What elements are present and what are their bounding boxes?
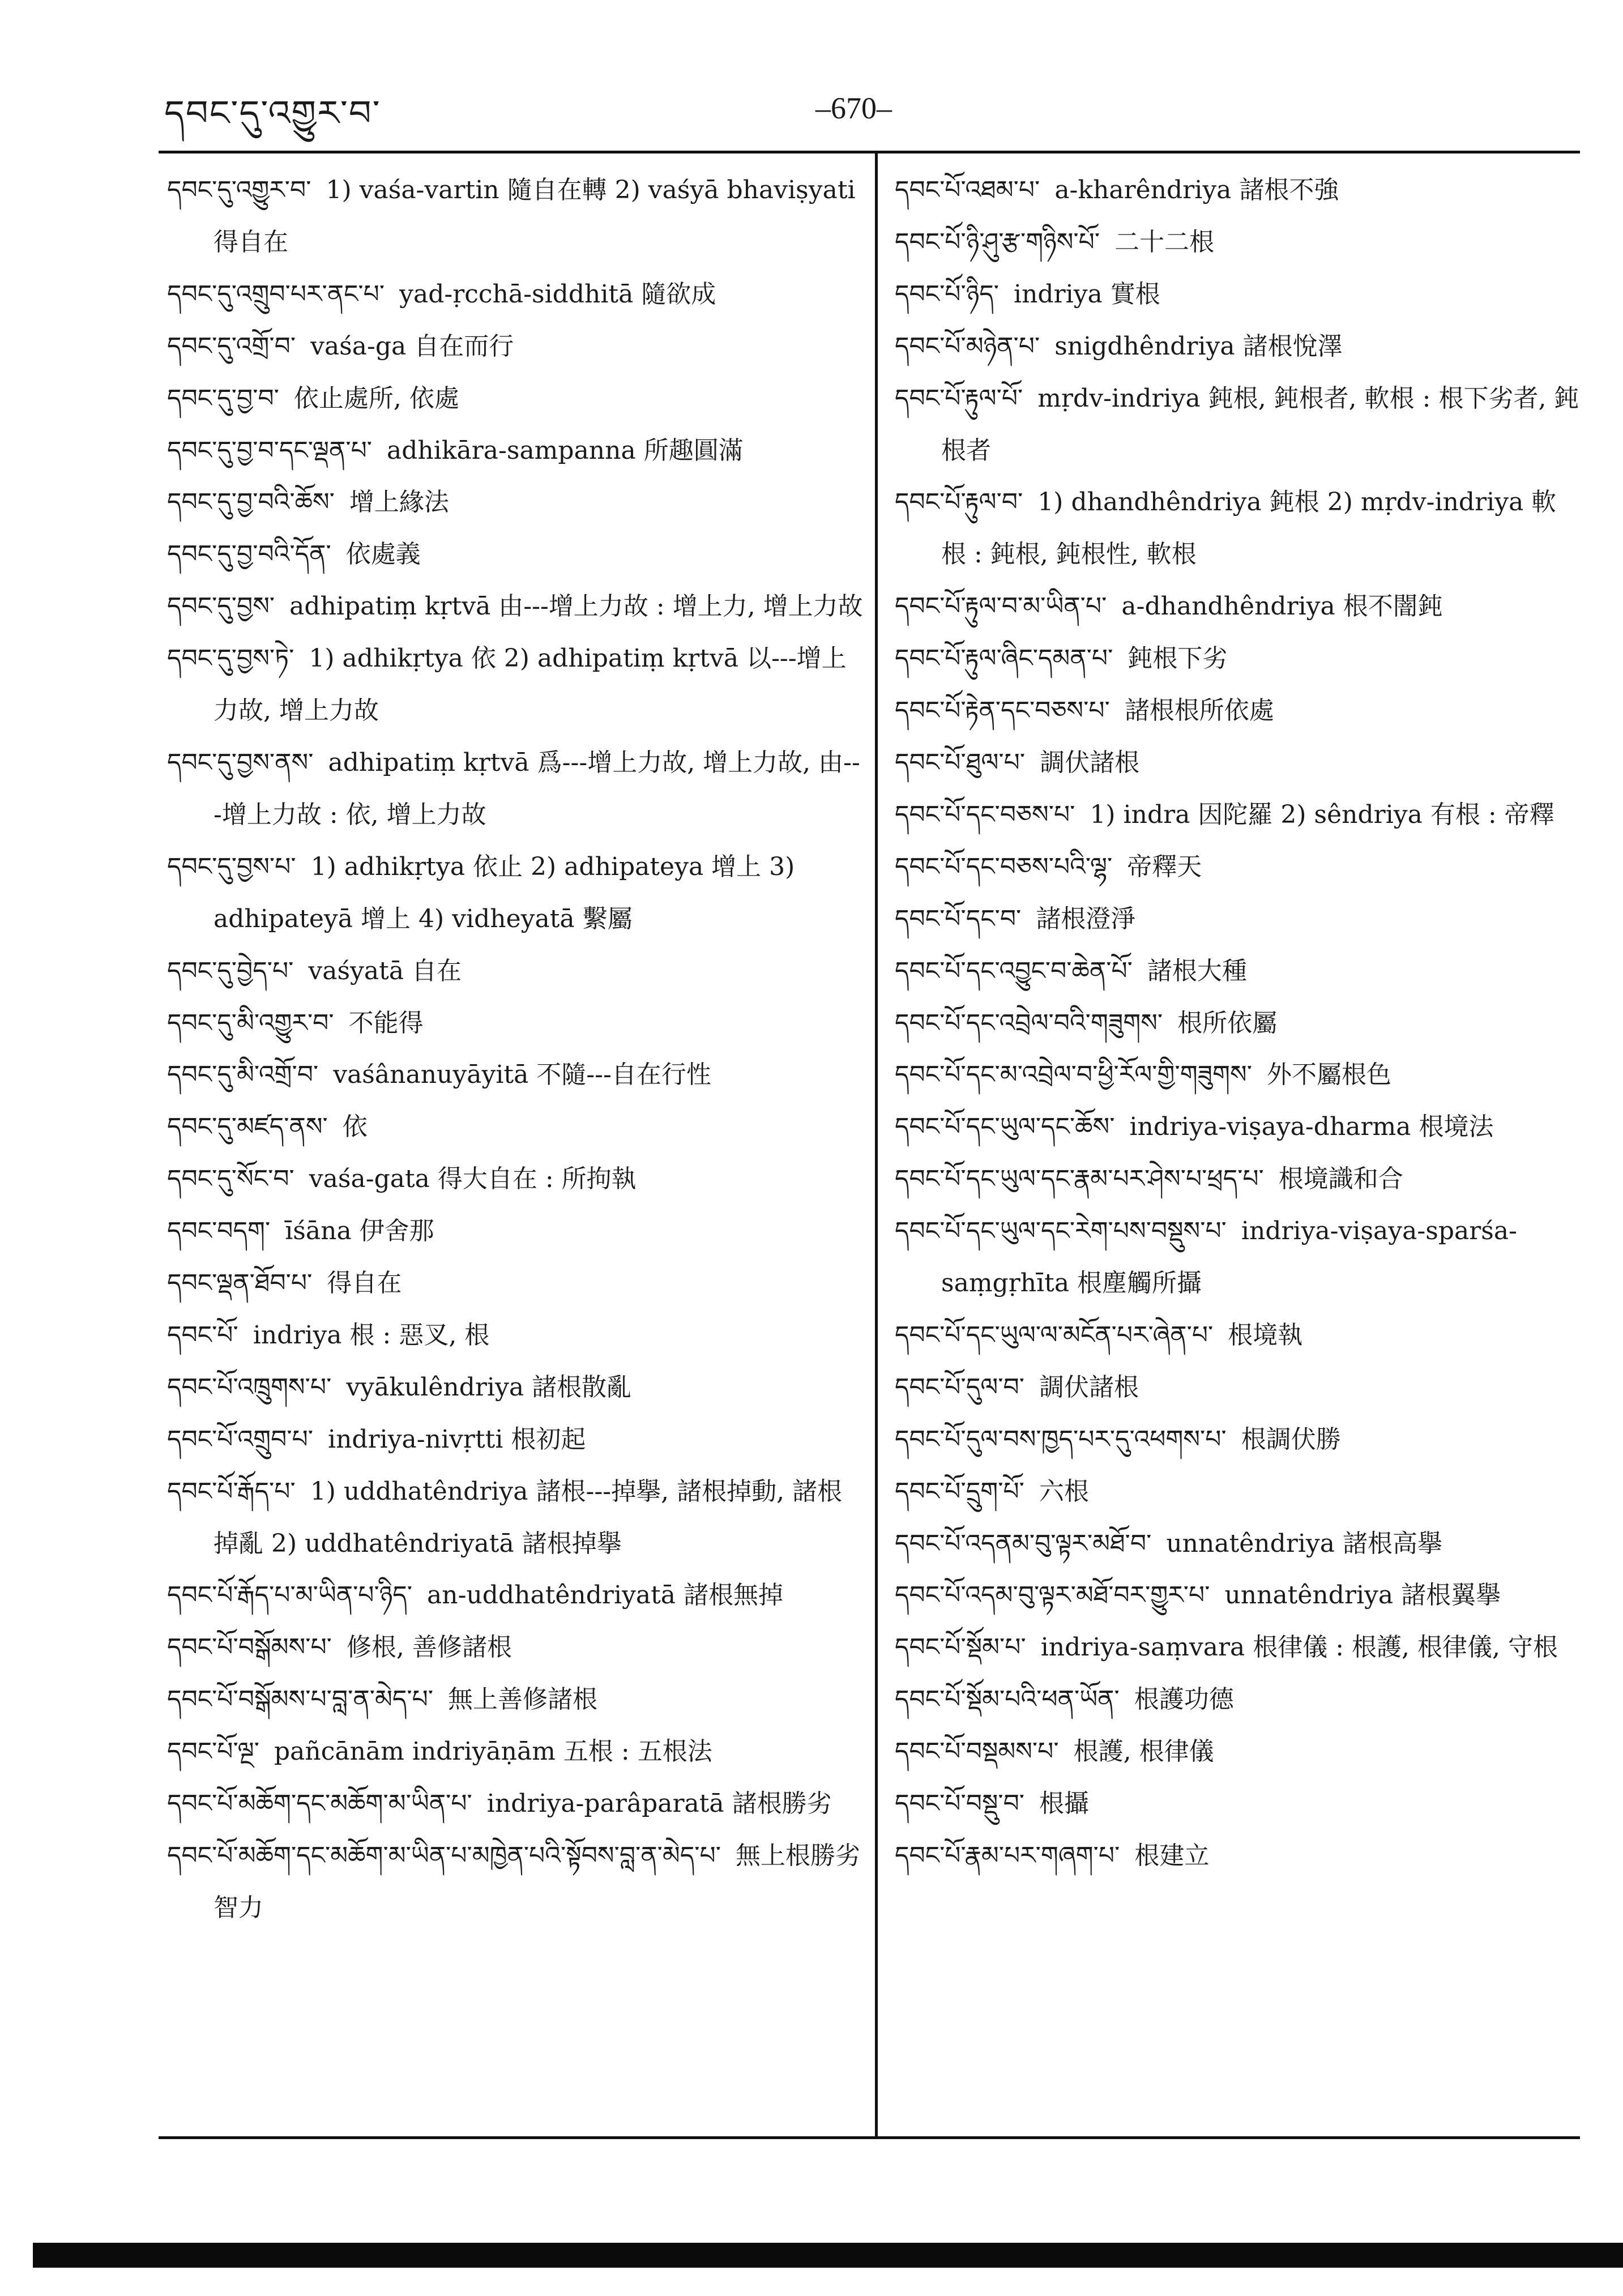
dictionary-entry xyxy=(167,373,864,425)
definition: 帝釋天 xyxy=(1127,852,1202,881)
dictionary-entry xyxy=(895,1830,1580,1882)
definition: vyākulêndriya 諸根散亂 xyxy=(346,1372,632,1402)
headword-tibetan: དབང་དུ་བྱ་བའི་དོན་ xyxy=(167,540,331,569)
headword-tibetan: དབང་པོ་སྡོམ་པའི་ཕན་ཡོན་ xyxy=(895,1685,1120,1714)
definition: indriya 實根 xyxy=(1014,279,1160,309)
definition: 依處義 xyxy=(345,540,421,569)
definition: 諸根根所依處 xyxy=(1124,696,1274,725)
headword-tibetan: དབང་པོ་འདམ་བུ་ལྟར་མཐོ་བར་གྱུར་པ་ xyxy=(895,1581,1210,1610)
headword-tibetan: དབང་པོ་དྲུག་པོ་ xyxy=(895,1476,1024,1506)
dictionary-entry xyxy=(895,581,1580,633)
headword-tibetan: དབང་པོ་དུལ་བ་ xyxy=(895,1372,1024,1402)
headword-tibetan: དབང་པོ་རྣམ་པར་གཞག་པ་ xyxy=(895,1841,1120,1870)
dictionary-entry xyxy=(895,321,1580,373)
headword-tibetan: དབང་དུ་བྱ་བ་ xyxy=(167,383,279,413)
definition: 諸根澄淨 xyxy=(1036,904,1136,933)
headword-tibetan: དབང་པོ་འགྲུབ་པ་ xyxy=(167,1424,314,1454)
dictionary-entry xyxy=(895,164,1580,216)
definition: 根境執 xyxy=(1228,1320,1303,1350)
dictionary-entry xyxy=(167,1257,864,1309)
headword-tibetan: དབང་པོ་དང་བཅས་པའི་ལྷ་ xyxy=(895,852,1113,881)
dictionary-entry xyxy=(167,997,864,1049)
definition: 六根 xyxy=(1039,1476,1089,1506)
column-divider xyxy=(875,151,878,2136)
definition: 1) adhikṛtya 依 2) adhipatiṃ kṛtvā 以---增上力故, 增上力故 xyxy=(213,644,847,725)
headword-tibetan: དབང་པོ་རྟུལ་ཞིང་དམན་པ་ xyxy=(895,644,1113,673)
top-rule xyxy=(159,151,1580,153)
headword-tibetan: དབང་པོ་འཐམ་པ་ xyxy=(895,176,1040,204)
headword-tibetan: དབང་དུ་བྱས་ནས་ xyxy=(167,748,314,777)
definition: 1) indra 因陀羅 2) sêndriya 有根 : 帝釋 xyxy=(1090,800,1554,829)
headword-tibetan: དབང་པོ་ xyxy=(167,1320,238,1350)
headword-tibetan: དབང་དུ་བྱེད་པ་ xyxy=(167,956,294,985)
scan-edge-band xyxy=(33,2243,1623,2268)
headword-tibetan: དབང་པོ་འདནམ་བུ་ལྟར་མཐོ་བ་ xyxy=(895,1529,1152,1558)
dictionary-entry xyxy=(895,1778,1580,1830)
headword-tibetan: དབང་པོ་འཁྲུགས་པ་ xyxy=(167,1372,332,1402)
definition: unnatêndriya 諸根高擧 xyxy=(1166,1529,1442,1558)
definition: vaśa-ga 自在而行 xyxy=(310,331,514,361)
dictionary-entry xyxy=(895,1049,1580,1101)
definition: vaśa-gata 得大自在 : 所拘執 xyxy=(309,1164,637,1194)
dictionary-entry xyxy=(895,1726,1580,1778)
dictionary-entry xyxy=(167,841,864,945)
definition: 1) vaśa-vartin 隨自在轉 2) vaśyā bhaviṣyati 得自在 xyxy=(213,176,856,257)
definition: īśāna 伊舍那 xyxy=(285,1217,434,1246)
headword-tibetan: དབང་པོ་རྟེན་དང་བཅས་པ་ xyxy=(895,696,1110,725)
definition: 依 xyxy=(342,1112,368,1142)
dictionary-entry xyxy=(167,1621,864,1674)
dictionary-entry xyxy=(167,1049,864,1101)
headword-tibetan: དབང་པོ་དུལ་བས་ཁྱད་པར་དུ་འཕགས་པ་ xyxy=(895,1424,1227,1454)
definition: mṛdv-indriya 鈍根, 鈍根者, 軟根 : 根下劣者, 鈍根者 xyxy=(941,383,1579,465)
page-number: –670– xyxy=(815,91,892,125)
dictionary-entry xyxy=(895,685,1580,737)
dictionary-entry xyxy=(895,1466,1580,1518)
dictionary-entry xyxy=(895,1674,1580,1726)
definition: 無上善修諸根 xyxy=(448,1685,598,1714)
headword-tibetan: དབང་པོ་དང་མ་འབྲེལ་བ་ཕྱི་རོལ་གྱི་གཟུགས་ xyxy=(895,1060,1252,1090)
dictionary-entry xyxy=(895,1621,1580,1674)
definition: 調伏諸根 xyxy=(1039,1372,1139,1402)
dictionary-entry xyxy=(895,268,1580,321)
dictionary-entry xyxy=(167,1569,864,1621)
definition: 1) adhikṛtya 依止 2) adhipateya 增上 3) adhipateyā 增上 4) vidheyatā 繫屬 xyxy=(213,852,795,933)
headword-tibetan: དབང་པོ་ཉི་ཤུ་རྩ་གཉིས་པོ་ xyxy=(895,227,1100,257)
dictionary-entry xyxy=(167,425,864,477)
headword-tibetan: དབང་པོ་རྟུལ་བ་ xyxy=(895,488,1023,517)
headword-tibetan: དབང་པོ་བསྒོམས་པ་བླ་ན་མེད་པ་ xyxy=(167,1685,434,1714)
definition: 根所依屬 xyxy=(1177,1008,1278,1038)
dictionary-entry xyxy=(167,1778,864,1830)
definition: adhipatiṃ kṛtvā 由---增上力故 : 增上力, 增上力故 xyxy=(289,592,863,621)
headword-tibetan: དབང་པོ་དང་ཡུལ་དང་རེག་པས་བསྡུས་པ་ xyxy=(895,1217,1227,1246)
definition: 1) uddhatêndriya 諸根---掉擧, 諸根掉動, 諸根掉亂 2) uddhatêndriyatā 諸根掉擧 xyxy=(213,1476,843,1558)
definition: 不能得 xyxy=(348,1008,424,1038)
definition: snigdhêndriya 諸根悅澤 xyxy=(1054,331,1343,361)
left-column xyxy=(167,164,864,1934)
definition: 修根, 善修諸根 xyxy=(346,1633,512,1662)
headword-tibetan: དབང་པོ་མཆོག་དང་མཆོག་མ་ཡིན་པ་ xyxy=(167,1789,472,1819)
definition: 根護功德 xyxy=(1134,1685,1234,1714)
dictionary-entry xyxy=(167,268,864,321)
dictionary-entry xyxy=(167,528,864,581)
dictionary-entry xyxy=(167,1153,864,1205)
dictionary-entry xyxy=(895,1518,1580,1570)
headword-tibetan: དབང་དུ་མི་འགྲོ་བ་ xyxy=(167,1060,319,1090)
dictionary-entry xyxy=(167,1205,864,1257)
dictionary-entry xyxy=(895,476,1580,581)
definition: 根護, 根律儀 xyxy=(1073,1737,1214,1766)
dictionary-entry xyxy=(167,737,864,841)
headword-tibetan: དབང་པོ་བསྒོམས་པ་ xyxy=(167,1633,332,1662)
definition: 1) dhandhêndriya 鈍根 2) mṛdv-indriya 軟根 : 鈍根, 鈍根性, 軟根 xyxy=(941,488,1557,569)
definition: 無上根勝劣智力 xyxy=(213,1841,860,1922)
definition: 根建立 xyxy=(1134,1841,1210,1870)
definition: vaśânanuyāyitā 不隨---自在行性 xyxy=(333,1060,711,1090)
dictionary-entry xyxy=(895,216,1580,268)
headword-tibetan: དབང་པོ་རྟུལ་པོ་ xyxy=(895,383,1023,413)
definition: yad-ṛcchā-siddhitā 隨欲成 xyxy=(399,279,716,309)
headword-tibetan: དབང་པོ་དང་བཅས་པ་ xyxy=(895,800,1075,829)
headword-tibetan: དབང་པོ་དང་བ་ xyxy=(895,904,1022,933)
definition: 得自在 xyxy=(327,1269,402,1298)
definition: 增上緣法 xyxy=(349,488,449,517)
definition: 二十二根 xyxy=(1114,227,1215,257)
headword-tibetan: དབང་དུ་བྱ་བའི་ཆོས་ xyxy=(167,488,335,517)
definition: indriya-nivṛtti 根初起 xyxy=(328,1424,586,1454)
dictionary-entry xyxy=(167,1414,864,1466)
headword-tibetan: དབང་པོ་དང་ཡུལ་དང་ཆོས་ xyxy=(895,1112,1115,1142)
dictionary-entry xyxy=(895,1205,1580,1309)
headword-tibetan: དབང་པོ་ལྔ་ xyxy=(167,1737,259,1766)
definition: adhipatiṃ kṛtvā 爲---增上力故, 增上力故, 由---增上力故 : 依, 增上力故 xyxy=(213,748,860,829)
dictionary-entry xyxy=(895,737,1580,789)
dictionary-entry xyxy=(895,1362,1580,1414)
headword-tibetan: དབང་པོ་བསྡུ་བ་ xyxy=(895,1789,1025,1819)
headword-tibetan: དབང་པོ་དང་ཡུལ་ལ་མངོན་པར་ཞེན་པ་ xyxy=(895,1320,1214,1350)
dictionary-entry xyxy=(895,997,1580,1049)
dictionary-entry xyxy=(167,581,864,633)
dictionary-entry xyxy=(895,945,1580,997)
definition: indriya-viṣaya-sparśa-saṃgṛhīta 根塵觸所攝 xyxy=(941,1217,1517,1298)
headword-tibetan: དབང་པོ་མཆོག་དང་མཆོག་མ་ཡིན་པ་མཁྱེན་པའི་སྟོབས་བླ་ན་མེད་པ་ xyxy=(167,1841,721,1870)
headword-tibetan: དབང་དུ་བྱས་པ་ xyxy=(167,852,296,881)
definition: indriya-viṣaya-dharma 根境法 xyxy=(1129,1112,1494,1142)
definition: indriya 根 : 惡叉, 根 xyxy=(253,1320,490,1350)
headword-tibetan: དབང་པོ་རྒོད་པ་ xyxy=(167,1476,296,1506)
dictionary-entry xyxy=(895,1101,1580,1153)
definition: 調伏諸根 xyxy=(1040,748,1140,777)
dictionary-entry xyxy=(895,841,1580,893)
definition: 外不屬根色 xyxy=(1266,1060,1391,1090)
headword-tibetan: དབང་པོ་དང་ཡུལ་དང་རྣམ་པར་ཤེས་པ་ཕྲད་པ་ xyxy=(895,1164,1264,1194)
headword-tibetan: དབང་དུ་འགྲུབ་པར་ནང་པ་ xyxy=(167,279,385,309)
dictionary-entry xyxy=(895,1414,1580,1466)
definition: pañcānām indriyāṇām 五根 : 五根法 xyxy=(274,1737,712,1766)
definition: indriya-parâparatā 諸根勝劣 xyxy=(486,1789,832,1819)
definition: adhikāra-sampanna 所趣圓滿 xyxy=(387,436,744,465)
headword-tibetan: དབང་བདག་ xyxy=(167,1217,271,1246)
dictionary-entry xyxy=(895,373,1580,477)
dictionary-entry xyxy=(895,1153,1580,1205)
definition: 根攝 xyxy=(1039,1789,1090,1819)
headword-tibetan: དབང་དུ་བྱས་ཏེ་ xyxy=(167,644,294,673)
headword-tibetan: དབང་དུ་བྱས་ xyxy=(167,592,275,621)
dictionary-entry xyxy=(167,1726,864,1778)
headword-tibetan: དབང་པོ་དང་འབྱུང་བ་ཆེན་པོ་ xyxy=(895,956,1133,985)
bottom-rule xyxy=(159,2136,1580,2139)
dictionary-entry xyxy=(167,1101,864,1153)
headword-tibetan: དབང་དུ་མི་འགྱུར་བ་ xyxy=(167,1008,334,1038)
definition: a-kharêndriya 諸根不強 xyxy=(1054,176,1339,204)
right-column xyxy=(895,164,1580,1882)
dictionary-entry xyxy=(167,1466,864,1570)
headword-tibetan: དབང་པོ་སྡོམ་པ་ xyxy=(895,1633,1026,1662)
running-head: དབང་དུ་འགྱུར་བ་ xyxy=(164,92,381,134)
headword-tibetan: དབང་དུ་བྱ་བ་དང་ལྡན་པ་ xyxy=(167,436,373,465)
headword-tibetan: དབང་དུ་འགྲོ་བ་ xyxy=(167,331,296,361)
dictionary-entry xyxy=(167,1830,864,1934)
definition: indriya-saṃvara 根律儀 : 根護, 根律儀, 守根 xyxy=(1040,1633,1558,1662)
headword-tibetan: དབང་པོ་མཉེན་པ་ xyxy=(895,331,1040,361)
dictionary-entry xyxy=(167,321,864,373)
definition: 諸根大種 xyxy=(1147,956,1247,985)
definition: a-dhandhêndriya 根不闇鈍 xyxy=(1121,592,1443,621)
headword-tibetan: དབང་པོ་ཐུལ་པ་ xyxy=(895,748,1026,777)
dictionary-entry xyxy=(167,476,864,528)
dictionary-entry xyxy=(895,1569,1580,1621)
definition: 依止處所, 依處 xyxy=(293,383,459,413)
headword-tibetan: དབང་དུ་འགྱུར་བ་ xyxy=(167,176,311,204)
headword-tibetan: དབང་པོ་བསྡམས་པ་ xyxy=(895,1737,1059,1766)
definition: 根調伏勝 xyxy=(1241,1424,1341,1454)
headword-tibetan: དབང་དུ་སོང་བ་ xyxy=(167,1164,294,1194)
headword-tibetan: དབང་ལྡན་ཐོབ་པ་ xyxy=(167,1269,313,1298)
definition: vaśyatā 自在 xyxy=(308,956,462,985)
dictionary-entry xyxy=(895,789,1580,841)
dictionary-entry xyxy=(167,945,864,997)
dictionary-entry xyxy=(167,164,864,268)
dictionary-entry xyxy=(167,1362,864,1414)
definition: unnatêndriya 諸根翼擧 xyxy=(1224,1581,1501,1610)
dictionary-entry xyxy=(895,1309,1580,1362)
headword-tibetan: དབང་པོ་དང་འབྲེལ་བའི་གཟུགས་ xyxy=(895,1008,1163,1038)
definition: 根境識和合 xyxy=(1278,1164,1403,1194)
dictionary-entry xyxy=(167,1674,864,1726)
definition: an-uddhatêndriyatā 諸根無掉 xyxy=(427,1581,784,1610)
dictionary-entry xyxy=(895,893,1580,945)
headword-tibetan: དབང་པོ་རྟུལ་བ་མ་ཡིན་པ་ xyxy=(895,592,1107,621)
dictionary-entry xyxy=(167,1309,864,1362)
definition: 鈍根下劣 xyxy=(1127,644,1228,673)
headword-tibetan: དབང་པོ་ཉིད་ xyxy=(895,279,1000,309)
headword-tibetan: དབང་དུ་མཛད་ནས་ xyxy=(167,1112,328,1142)
dictionary-entry xyxy=(895,633,1580,685)
dictionary-entry xyxy=(167,633,864,737)
headword-tibetan: དབང་པོ་རྒོད་པ་མ་ཡིན་པ་ཉིད་ xyxy=(167,1581,413,1610)
